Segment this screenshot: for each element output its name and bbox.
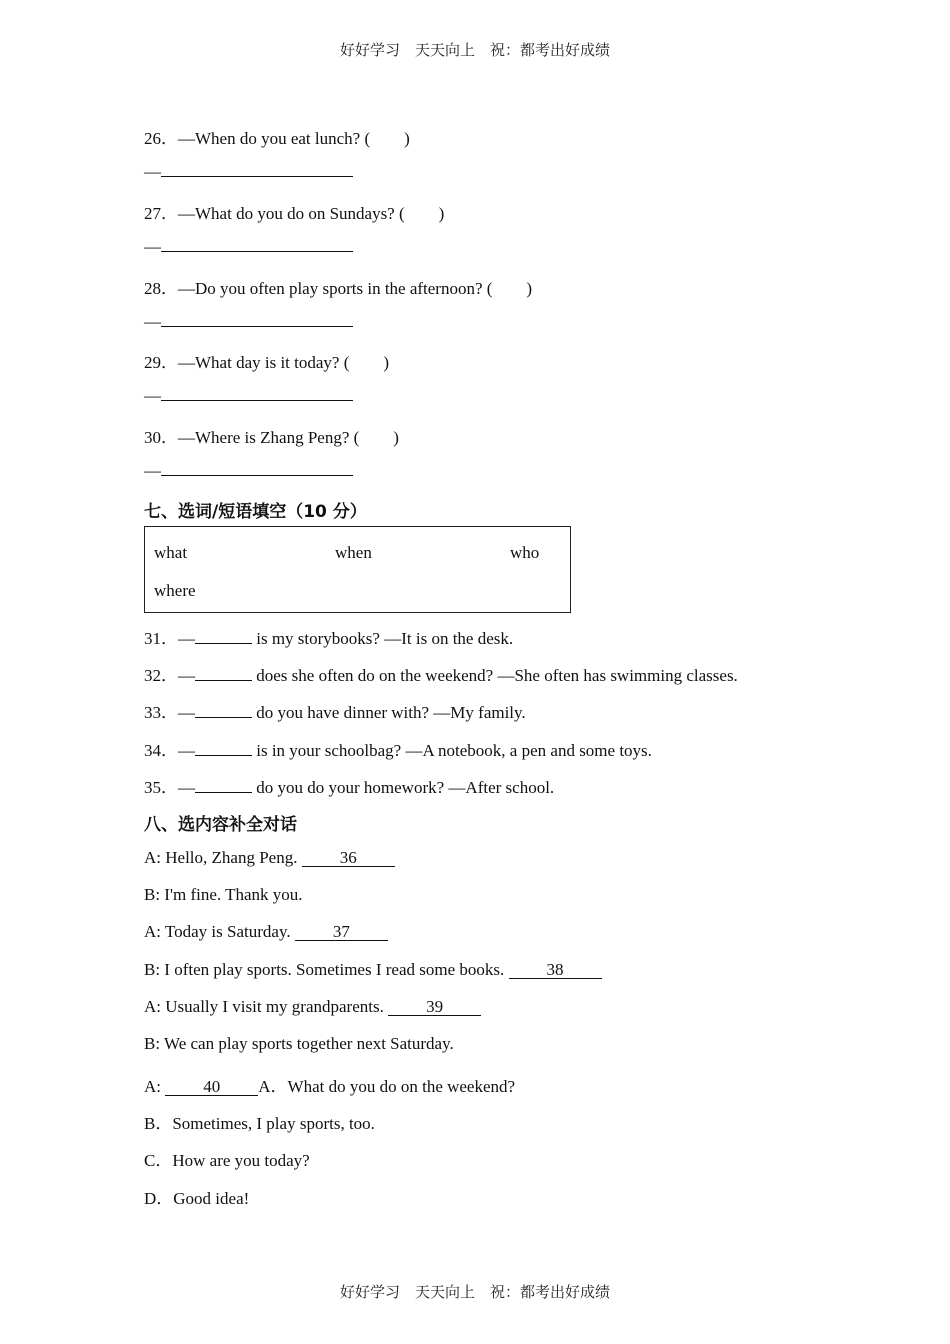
question-27: 27．—What do you do on Sundays? ( ) <box>144 204 445 223</box>
section-8-title: 八、选内容补全对话 <box>144 815 297 835</box>
question-26: 26．—When do you eat lunch? ( ) <box>144 129 410 148</box>
question-29: 29．—What day is it today? ( ) <box>144 353 390 372</box>
answer-line-26[interactable]: — <box>144 162 353 182</box>
dialog-blank-36[interactable]: 36 <box>302 849 395 867</box>
dialog-blank-38[interactable]: 38 <box>509 961 602 979</box>
fill-blank-34[interactable] <box>195 755 252 756</box>
option-a: A．What do you do on the weekend? <box>258 1077 516 1096</box>
question-30: 30．—Where is Zhang Peng? ( ) <box>144 428 399 447</box>
word-bank-item: who <box>510 543 540 562</box>
fill-blank-32[interactable] <box>195 680 252 681</box>
word-bank-item: where <box>154 581 196 600</box>
answer-line-29[interactable]: — <box>144 386 353 406</box>
dialog-line: B: I'm fine. Thank you. <box>144 885 303 904</box>
page-header: 好好学习 天天向上 祝：都考出好成绩 <box>339 41 610 59</box>
question-34: 34．— is in your schoolbag? —A notebook, a pen and some toys. <box>144 741 652 760</box>
question-33: 33．— do you have dinner with? —My family. <box>144 703 526 722</box>
question-28: 28．—Do you often play sports in the afternoon? ( ) <box>144 279 533 298</box>
question-32: 32．— does she often do on the weekend? —She often has swimming classes. <box>144 666 738 685</box>
fill-blank-35[interactable] <box>195 792 252 793</box>
dialog-blank-37[interactable]: 37 <box>295 923 388 941</box>
fill-blank-33[interactable] <box>195 717 252 718</box>
dialog-line: A: Today is Saturday. 37 <box>144 922 388 942</box>
option-b: B．Sometimes, I play sports, too. <box>144 1114 375 1133</box>
word-bank-box <box>144 526 571 613</box>
word-bank-item: what <box>154 543 188 562</box>
option-c: C．How are you today? <box>144 1151 310 1170</box>
dialog-line: A: Hello, Zhang Peng. 36 <box>144 848 395 868</box>
question-31: 31．— is my storybooks? —It is on the desk. <box>144 629 514 648</box>
fill-blank-31[interactable] <box>195 643 252 644</box>
dialog-line: A: 40 A．What do you do on the weekend? <box>144 1077 516 1096</box>
dialog-line: B: We can play sports together next Saturday. <box>144 1034 454 1053</box>
answer-line-28[interactable]: — <box>144 312 353 332</box>
dialog-line: A: Usually I visit my grandparents. 39 <box>144 997 481 1017</box>
section-7-title: 七、选词/短语填空（10 分） <box>144 502 367 522</box>
question-35: 35．— do you do your homework? —After school. <box>144 778 555 797</box>
option-d: D．Good idea! <box>144 1189 250 1208</box>
page-footer: 好好学习 天天向上 祝：都考出好成绩 <box>339 1283 610 1301</box>
dialog-blank-39[interactable]: 39 <box>388 998 481 1016</box>
dialog-blank-40[interactable]: 40 <box>165 1078 258 1096</box>
answer-line-30[interactable]: — <box>144 461 353 481</box>
word-bank-item: when <box>335 543 372 562</box>
answer-line-27[interactable]: — <box>144 237 353 257</box>
dialog-line: B: I often play sports. Sometimes I read some books. 38 <box>144 960 602 980</box>
